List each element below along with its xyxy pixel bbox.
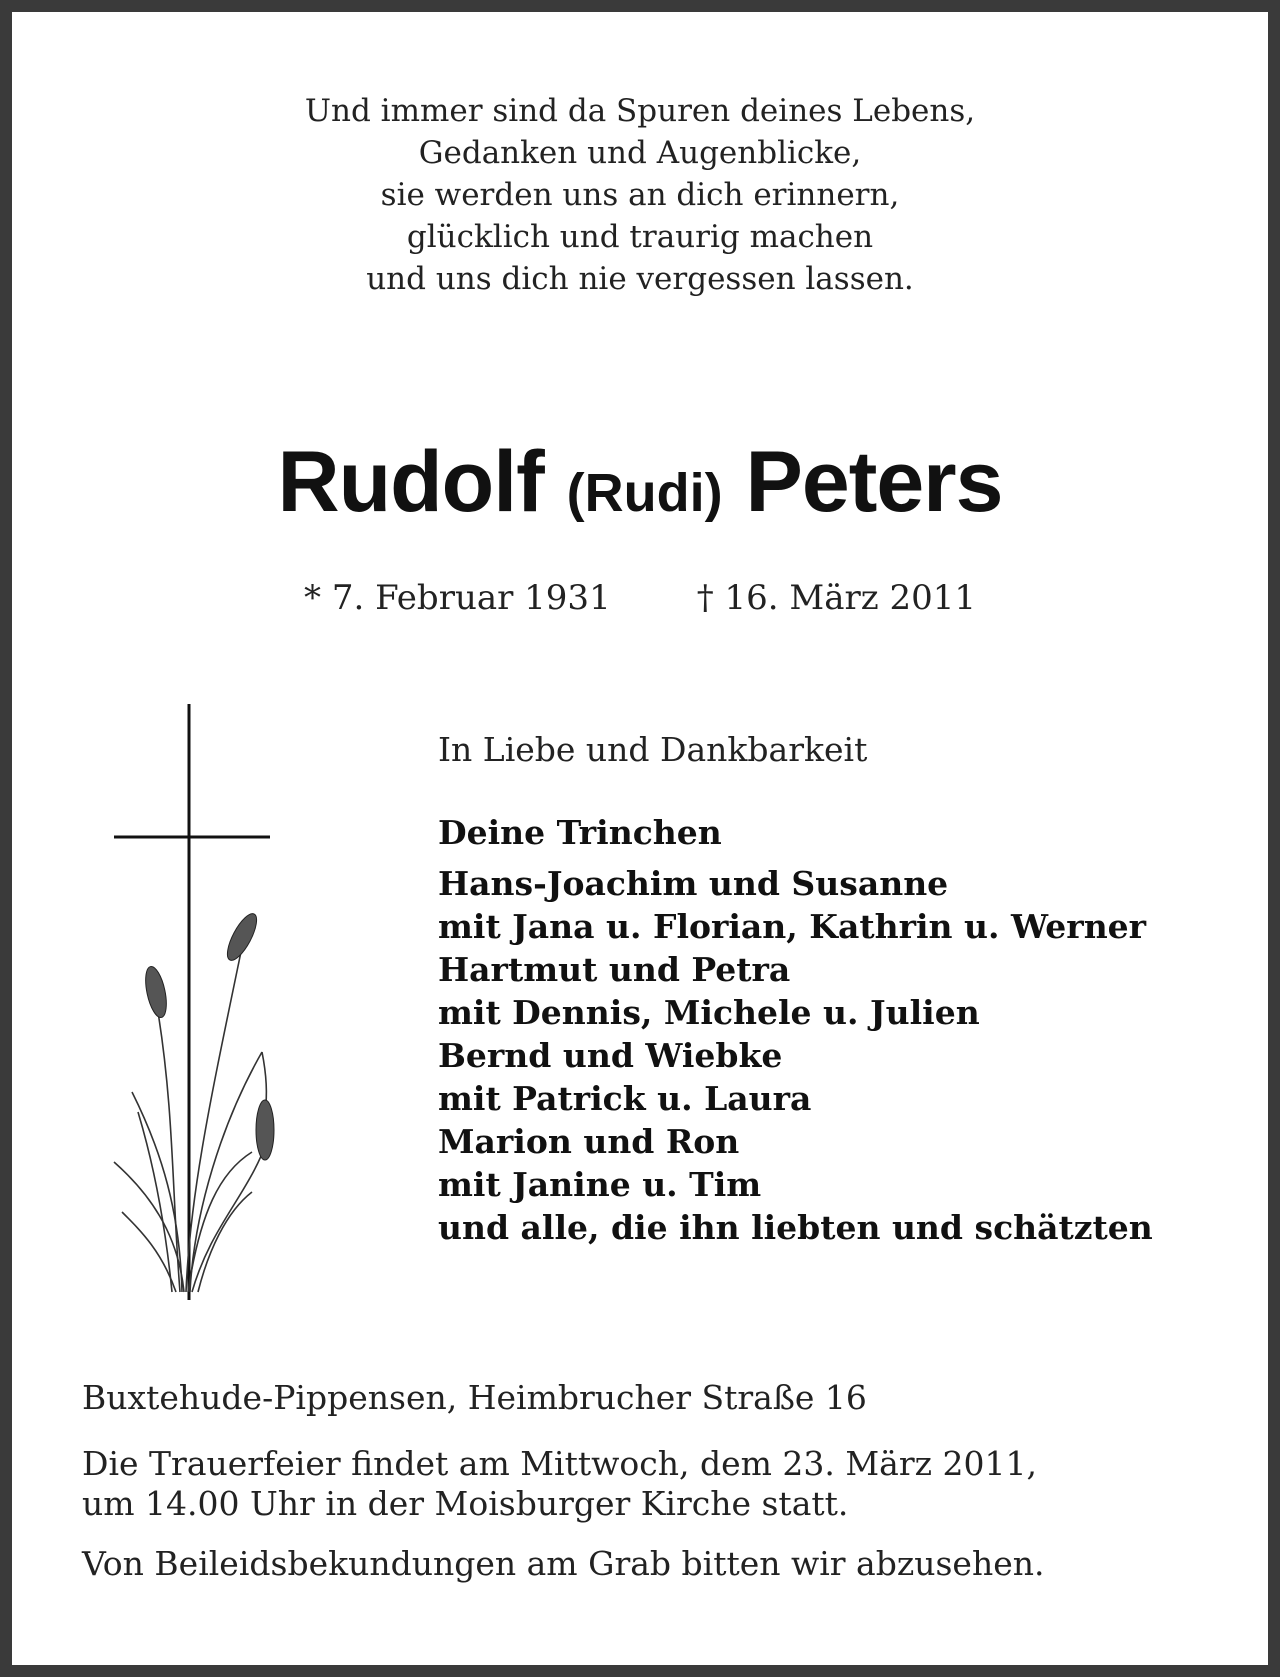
poem-line: Und immer sind da Spuren deines Lebens, <box>304 93 976 129</box>
family-name-line: mit Dennis, Michele u. Julien <box>438 993 980 1032</box>
family-name-line: Bernd und Wiebke <box>438 1036 783 1075</box>
first-name: Rudolf <box>277 434 544 530</box>
ceremony-info <box>82 1444 1232 1524</box>
wheat-icon <box>114 947 270 1292</box>
poem-line: glücklich und traurig machen <box>406 219 874 255</box>
family-name-line: Hans-Joachim und Susanne <box>438 864 949 903</box>
family-name-line: Hartmut und Petra <box>438 950 791 989</box>
cross-wheat-illustration <box>102 692 282 1312</box>
poem-line: sie werden uns an dich erinnern, <box>380 177 900 213</box>
family-intro: In Liebe und Dankbarkeit <box>438 730 868 769</box>
family-name-line: Deine Trinchen <box>438 813 722 852</box>
ceremony-line: Die Trauerfeier findet am Mittwoch, dem 23. März 2011, <box>82 1444 1037 1483</box>
poem <box>12 90 1268 300</box>
address: Buxtehude-Pippensen, Heimbrucher Straße 16 <box>82 1378 867 1417</box>
family-name-line: mit Jana u. Florian, Kathrin u. Werner <box>438 907 1147 946</box>
condolence-note: Von Beileidsbekundungen am Grab bitten wir abzusehen. <box>82 1544 1045 1583</box>
last-name: Peters <box>745 434 1003 530</box>
ceremony-line: um 14.00 Uhr in der Moisburger Kirche statt. <box>82 1484 849 1523</box>
poem-line: Gedanken und Augenblicke, <box>418 135 862 171</box>
family-name-line: mit Janine u. Tim <box>438 1165 762 1204</box>
family-name-line: Marion und Ron <box>438 1122 740 1161</box>
cross-icon <box>114 704 270 1300</box>
family-name-line: mit Patrick u. Laura <box>438 1079 812 1118</box>
life-dates <box>12 578 1268 618</box>
poem-line: und uns dich nie vergessen lassen. <box>366 261 914 297</box>
obituary-card <box>12 12 1268 1665</box>
family-name-line: und alle, die ihn liebten und schätzten <box>438 1208 1153 1247</box>
birth-date: * 7. Februar 1931 <box>304 578 611 618</box>
death-date: † 16. März 2011 <box>696 578 976 618</box>
nickname: (Rudi) <box>566 463 723 523</box>
family-section <box>438 730 1258 1249</box>
family-names <box>438 811 1258 1249</box>
deceased-name <box>12 432 1268 543</box>
